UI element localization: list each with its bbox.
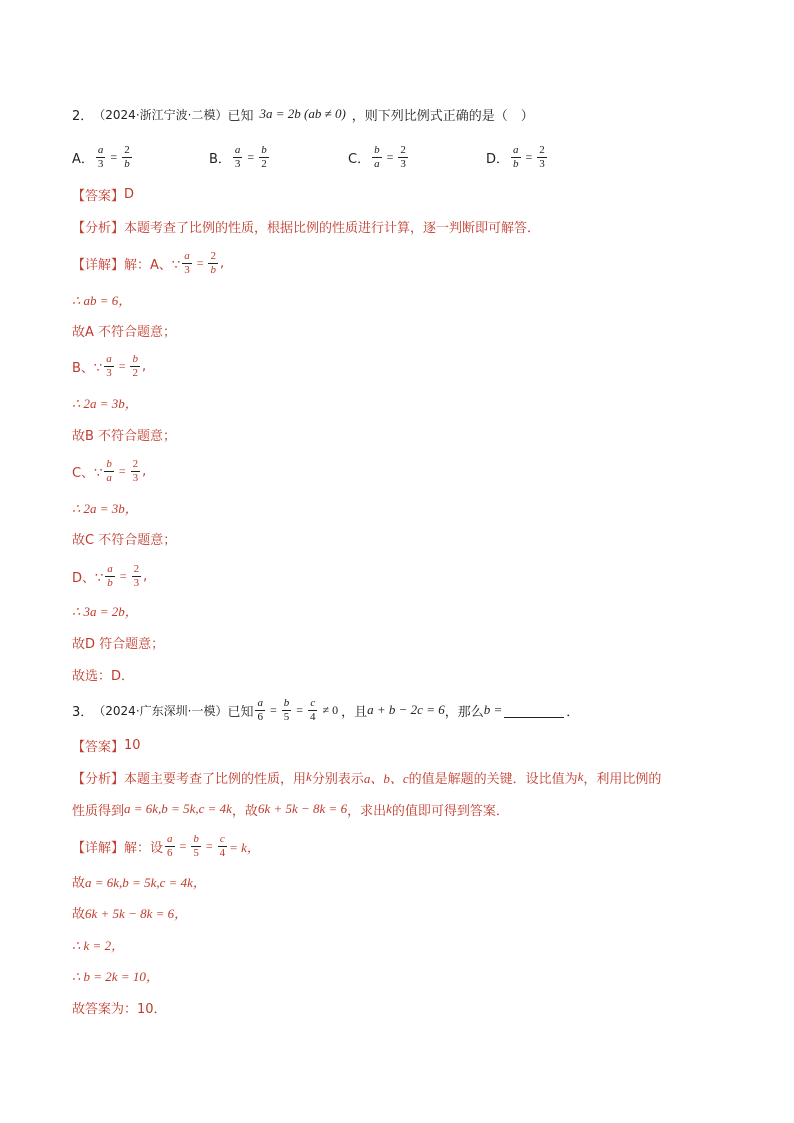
q2-option-a: A． $\frac{a}{3}$ = $\frac{2}{b}$: [72, 143, 130, 170]
option-label: A．: [72, 151, 94, 167]
q3-stem-expr: a + b − 2c = 6: [367, 702, 445, 717]
fraction: $\frac{c}{4}$: [219, 832, 226, 859]
q2-option-d: D． $\frac{a}{b}$ = $\frac{2}{3}$: [486, 143, 545, 170]
q3-analysis-line1: 【分析】 本题主要考查了比例的性质，用 k 分别表示 a、b、c 的值是解题的关键．设比值为 k ，利用比例的: [72, 769, 662, 787]
analysis-tag: 【分析】: [72, 771, 125, 787]
q3-source: （2024·广东深圳·一模）: [93, 703, 228, 718]
q2-choose: 故选：D．: [72, 668, 135, 684]
fraction: $\frac{a}{b}$: [107, 562, 113, 589]
answer-blank: [504, 703, 564, 718]
q3-detail: 【详解】 解：设 $\frac{a}{6}$ = $\frac{b}{5}$ = $\frac{c}{4}$ = k，: [72, 832, 260, 859]
q3-line2: 故 6k + 5k − 8k = 6，: [72, 905, 188, 922]
q2-answer: [72, 184, 134, 204]
q2-detail-c: C、∵ $\frac{b}{a}$ = $\frac{2}{3}$ ,: [72, 457, 147, 484]
fraction: $\frac{2}{3}$: [133, 562, 140, 589]
fraction: $\frac{b}{5}$: [283, 696, 290, 723]
q2-a-result: ∴ ab = 6，: [72, 292, 132, 308]
q3-line3: ∴ k = 2，: [72, 937, 125, 953]
q2-source: （2024·浙江宁波·二模）: [93, 107, 228, 122]
fraction: $\frac{2}{3}$: [539, 143, 545, 170]
q2-stem: [72, 104, 534, 124]
analysis-tag: 【分析】: [72, 220, 125, 236]
fraction: $\frac{2}{b}$: [124, 143, 130, 170]
answer-tag: 【答案】: [72, 739, 125, 755]
fraction: $\frac{2}{b}$: [210, 249, 216, 276]
fraction: $\frac{b}{2}$: [261, 143, 267, 170]
detail-tag: 【详解】: [72, 257, 125, 273]
fraction: $\frac{a}{3}$: [106, 352, 112, 379]
fraction: $\frac{a}{3}$: [184, 249, 190, 276]
q2-stem-prefix: 已知: [227, 108, 254, 124]
q3-analysis-line2: 性质得到 a = 6k,b = 5k,c = 4k ，故 6k + 5k − 8k = 6 ，求出 k 的值即可得到答案．: [72, 801, 509, 819]
option-label: D．: [486, 151, 510, 167]
fraction: $\frac{a}{6}$: [257, 696, 263, 723]
q2-option-b: B． $\frac{a}{3}$ = $\frac{b}{2}$: [209, 143, 267, 170]
q2-detail-d: D、∵ $\frac{a}{b}$ = $\frac{2}{3}$ ,: [72, 562, 148, 589]
fraction: $\frac{a}{3}$: [97, 143, 104, 170]
analysis-text: 本题考查了比例的性质，根据比例的性质进行计算，逐一判断即可解答．: [124, 220, 541, 236]
fraction: $\frac{a}{b}$: [513, 143, 519, 170]
q2-b-result: ∴ 2a = 3b，: [72, 395, 138, 411]
q2-number: 2．: [72, 108, 94, 124]
fraction: $\frac{b}{2}$: [132, 352, 138, 379]
q3-answer: [72, 735, 141, 755]
answer-value: D: [124, 186, 135, 202]
q3-number: 3．: [72, 704, 94, 720]
q2-stem-suffix: ，则下列比例式正确的是（ ）: [351, 108, 534, 124]
q2-detail-b: B、∵ $\frac{a}{3}$ = $\frac{b}{2}$ ,: [72, 352, 147, 379]
fraction: $\frac{a}{3}$: [234, 143, 241, 170]
fraction: $\frac{2}{3}$: [400, 143, 406, 170]
answer-tag: 【答案】: [72, 188, 125, 204]
option-label: B．: [209, 151, 231, 167]
q3-line1: 故 a = 6k,b = 5k,c = 4k，: [72, 874, 206, 891]
q3-line4: ∴ b = 2k = 10，: [72, 968, 159, 984]
q2-c-result: ∴ 2a = 3b，: [72, 500, 138, 516]
answer-value: 10: [124, 737, 141, 753]
fraction: $\frac{a}{6}$: [167, 832, 173, 859]
q2-b-conclusion: 故B 不符合题意；: [72, 428, 177, 444]
q2-stem-expr: 3a = 2b (ab ≠ 0): [259, 106, 346, 121]
q2-detail-a: 【详解】 解：A、∵ $\frac{a}{3}$ = $\frac{2}{b}$ ,: [72, 249, 225, 276]
option-label: C．: [348, 151, 371, 167]
q3-line5: 故答案为：10．: [72, 1001, 167, 1017]
fraction: $\frac{b}{5}$: [193, 832, 199, 859]
fraction: $\frac{c}{4}$: [310, 696, 316, 723]
q3-stem: 3． （2024·广东深圳·一模） 已知 $\frac{a}{6}$ = $\frac{b}{5}$ = $\frac{c}{4}$ ≠ 0 ，且 a + b − 2c = 6 ，那么 b = ．: [72, 696, 580, 723]
q2-analysis: [72, 216, 540, 236]
detail-tag: 【详解】: [72, 840, 125, 856]
q3-stem-prefix: 已知: [227, 704, 254, 720]
q2-d-result: ∴ 3a = 2b，: [72, 603, 138, 619]
q2-d-conclusion: 故D 符合题意；: [72, 636, 165, 652]
q2-c-conclusion: 故C 不符合题意；: [72, 532, 177, 548]
fraction: $\frac{2}{3}$: [132, 457, 139, 484]
fraction: $\frac{b}{a}$: [106, 457, 112, 484]
q2-option-c: C． $\frac{b}{a}$ = $\frac{2}{3}$: [348, 143, 406, 170]
fraction: $\frac{b}{a}$: [374, 143, 380, 170]
detail-intro: 解：A、∵: [124, 257, 181, 273]
q2-a-conclusion: 故A 不符合题意；: [72, 324, 177, 340]
